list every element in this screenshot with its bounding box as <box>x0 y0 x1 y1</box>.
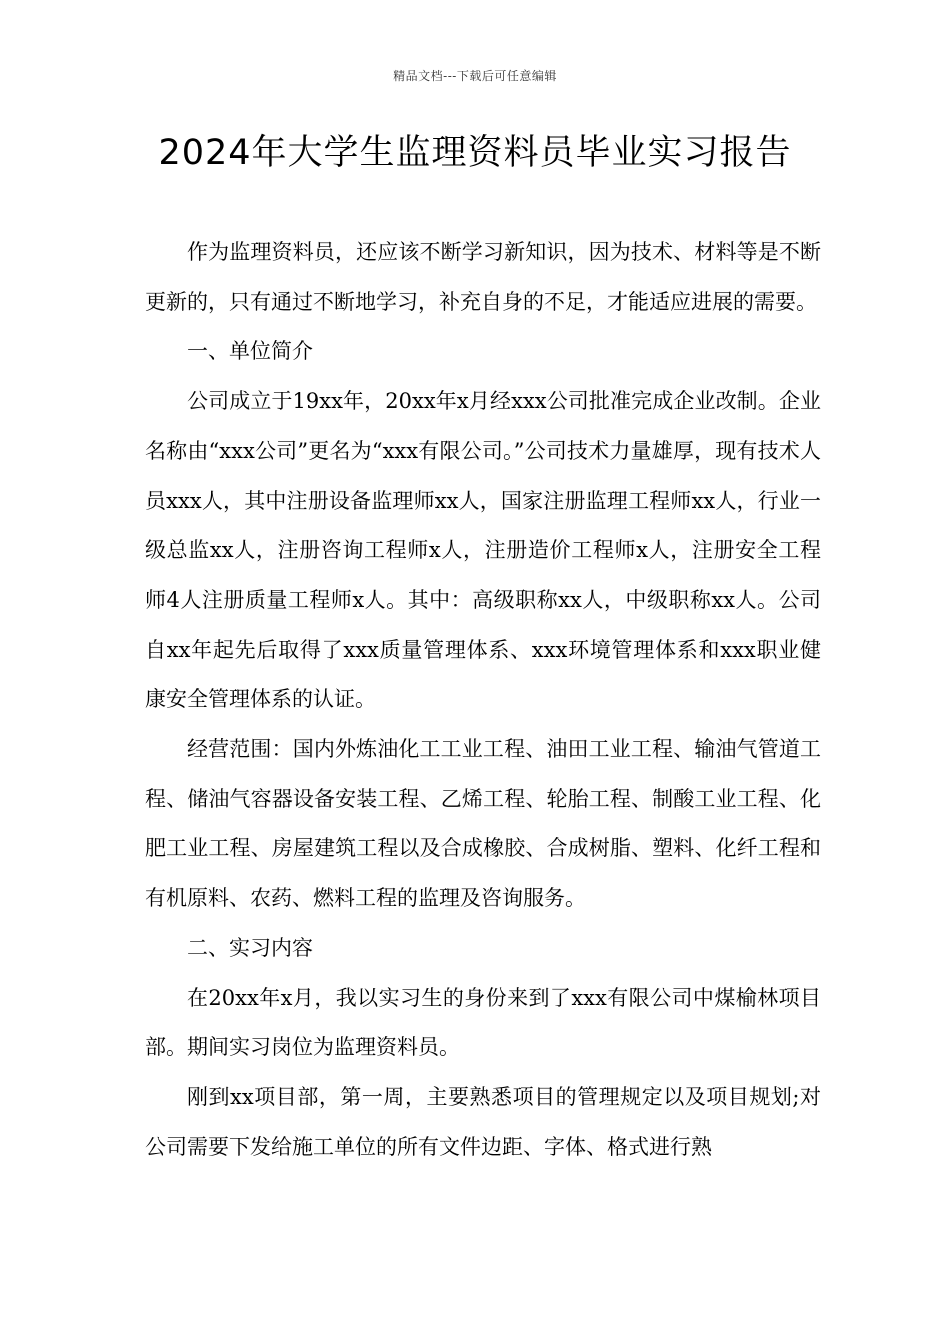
document-body <box>145 228 821 1172</box>
business-scope-paragraph: 经营范围：国内外炼油化工工业工程、油田工业工程、输油气管道工程、储油气容器设备安装工程、乙烯工程、轮胎工程、制酸工业工程、化肥工业工程、房屋建筑工程以及合成橡胶、合成树脂、塑料、化纤工程和有机原料、农药、燃料工程的监理及咨询服务。 <box>145 737 821 911</box>
section-heading-company-profile: 一、单位简介 <box>187 339 313 364</box>
internship-start-paragraph: 在20xx年x月，我以实习生的身份来到了xxx有限公司中煤榆林项目部。期间实习岗位为监理资料员。 <box>145 985 821 1060</box>
intro-paragraph: 作为监理资料员，还应该不断学习新知识，因为技术、材料等是不断更新的，只有通过不断地学习，补充自身的不足，才能适应进展的需要。 <box>145 240 821 314</box>
document-title: 2024年大学生监理资料员毕业实习报告 <box>158 133 792 173</box>
page-header-note: 精品文档---下载后可任意编辑 <box>393 69 557 83</box>
first-week-paragraph: 刚到xx项目部，第一周，主要熟悉项目的管理规定以及项目规划;对公司需要下发给施工单位的所有文件边距、字体、格式进行熟 <box>145 1084 821 1159</box>
company-profile-paragraph: 公司成立于19xx年，20xx年x月经xxx公司批准完成企业改制。企业名称由“xxx公司”更名为“xxx有限公司。”公司技术力量雄厚，现有技术人员xxx人，其中注册设备监理师xx人，国家注册监理工程师xx人，行业一级总监xx人，注册咨询工程师x人，注册造价工程师x人，注册安全工程师4人注册质量工程师x人。其中：高级职称xx人，中级职称xx人。公司自xx年起先后取得了xxx质量管理体系、xxx环境管理体系和xxx职业健康安全管理体系的认证。 <box>145 389 821 712</box>
section-heading-internship-content: 二、实习内容 <box>187 935 313 960</box>
